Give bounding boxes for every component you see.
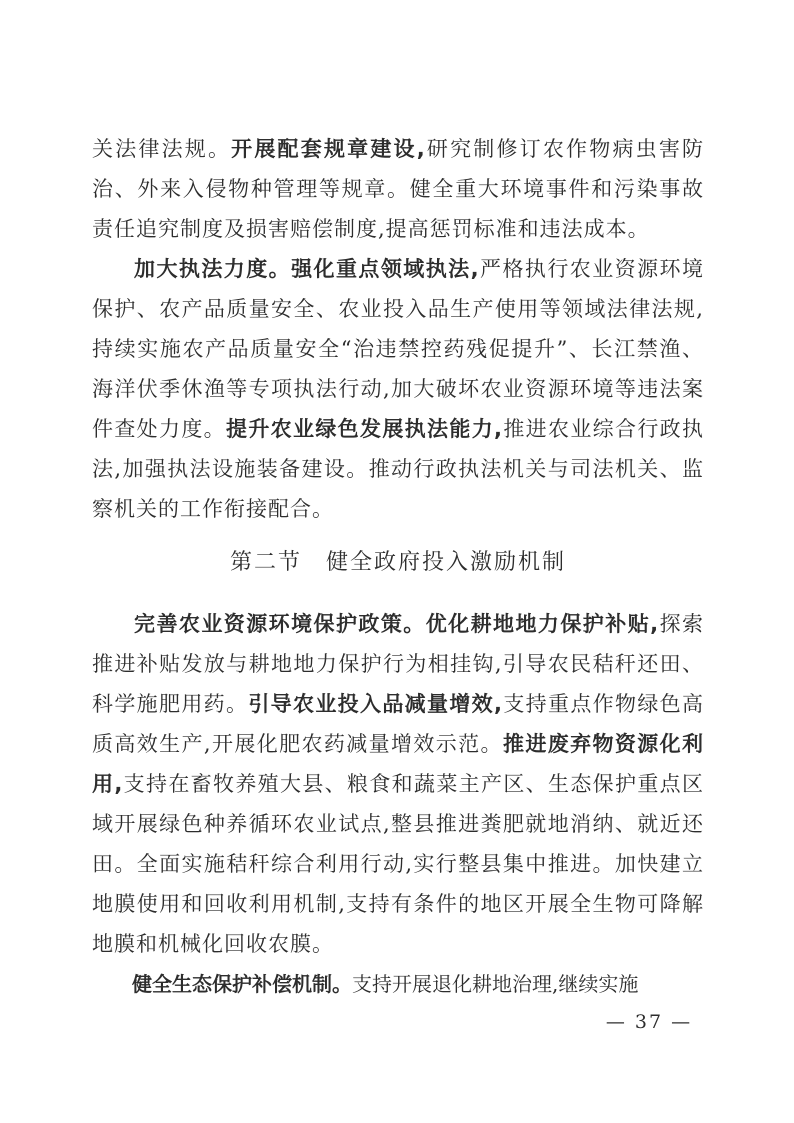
paragraph-policy <box>92 604 704 964</box>
text-run: 探索推进补贴发放与耕地地力保护行为相挂钩,引导农民秸秆还田、科学施肥用药。 <box>92 612 705 716</box>
page-number: — 37 — <box>605 1011 693 1033</box>
text-run-bold: 加大执法力度。强化重点领域执法, <box>134 257 480 281</box>
text-run: 推进农业综合行政执法,加强执法设施装备建设。推动行政执法机关与司法机关、监察机关的工作衔接配合。 <box>92 417 705 521</box>
section-heading: 第二节 健全政府投入激励机制 <box>229 550 566 575</box>
paragraph-compensation <box>92 964 704 1004</box>
text-run: 关法律法规。 <box>92 137 232 161</box>
text-run: 支持在畜牧养殖大县、粮食和蔬菜主产区、生态保护重点区域开展绿色种养循环农业试点,整县推进粪肥就地消纳、就近还田。全面实施秸秆综合利用行动,实行整县集中推进。加快建立地膜使用和回收利用机制,支持有条件的地区开展全生物可降解地膜和机械化回收农膜。 <box>92 772 704 956</box>
text-run: 严格执行农业资源环境保护、农产品质量安全、农业投入品生产使用等领域法律法规,持续实施农产品质量安全“治违禁控药残促提升”、长江禁渔、海洋伏季休渔等专项执法行动,加大破坏农业资源环境等违法案件查处力度。 <box>92 257 704 441</box>
text-run-bold: 健全生态保护补偿机制。 <box>132 972 352 996</box>
text-run-bold: 完善农业资源环境保护政策。优化耕地地力保护补贴, <box>134 612 660 636</box>
text-run-bold: 引导农业投入品减量增效, <box>248 692 503 716</box>
text-run-bold: 开展配套规章建设, <box>231 137 426 161</box>
text-run-bold: 提升农业绿色发展执法能力, <box>226 417 503 441</box>
paragraph-continuation <box>92 129 704 249</box>
document-body <box>92 129 704 1004</box>
text-run: 研究制修订农作物病虫害防治、外来入侵物种管理等规章。健全重大环境事件和污染事故责任追究制度及损害赔偿制度,提高惩罚标准和违法成本。 <box>92 137 705 241</box>
text-run: 支持重点作物绿色高质高效生产,开展化肥农药减量增效示范。 <box>92 692 705 756</box>
paragraph-enforcement <box>92 249 704 529</box>
text-run-bold: 推进废弃物资源化利用, <box>92 732 704 796</box>
text-run: 支持开展退化耕地治理,继续实施 <box>352 972 639 996</box>
